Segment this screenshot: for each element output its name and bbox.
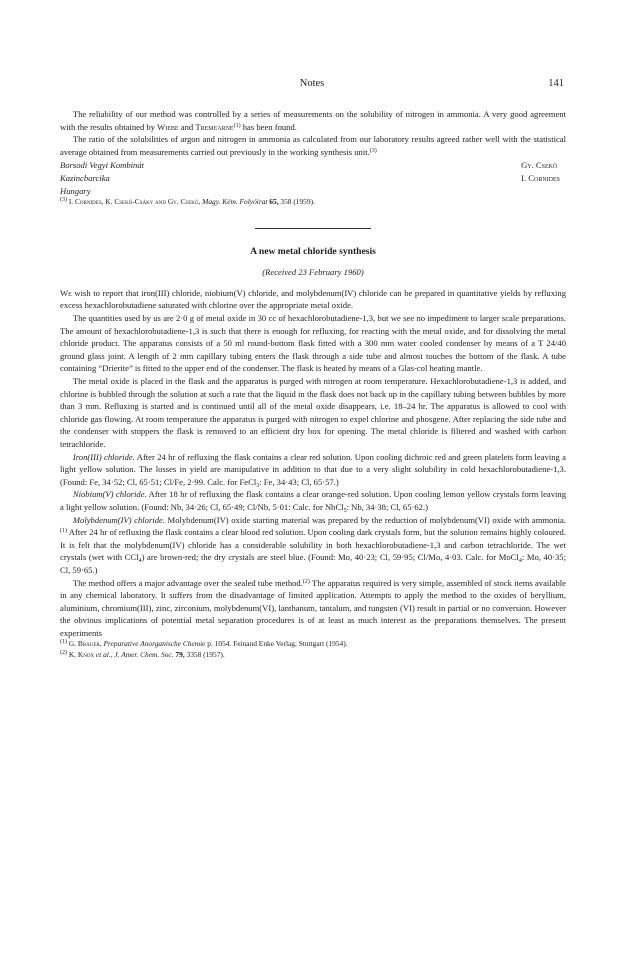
reference-mark: (3) <box>369 147 377 154</box>
footnote: $^{(1)}$ G. Brauer, Preparative Anorganische Chemie p. 1054. Feinand Enke Verlag, Stuttgart (1954). <box>60 639 348 649</box>
paragraph: The method offers a major advantage over the sealed tube method.$^{(2)}$ The apparatus required is very simple, assembled of stock items available in any chemical laboratory. It suffers from the disadvantage of limited application. Attempts to apply the method to the oxides of beryllium, aluminium, chromium(III), zinc, zirconium, molybdenum(VI), lanthanum, tantalum, and tungsten (VI) result in partial or no conversion. However the obvious implications of potential metal separation procedures is of at least as much interest as the preparations themselves. The present experiments <box>60 577 566 638</box>
author-list: Gy. Csekö I. Cornides <box>521 160 560 183</box>
footnotes <box>60 639 566 660</box>
footnote: $^{(3)}$ I. Cornides, K. Csekö-Csáky and Gy. Csekö, Magy. Kém. Folyóirat 65, 358 (1959). <box>60 197 315 207</box>
paragraph: The metal oxide is placed in the flask and the apparatus is purged with nitrogen at room temperature. Hexachlorobutadiene-1,3 is added, and chlorine is bubbled through the solution at such a rate that the liquid in the flask does not back up in the capillary tubing between bubbles by more than 3 mm. Refluxing is started and is continued until all of the metal oxide disappears, i.e. 18–24 hr. The apparatus is allowed to cool with chloride gas flowing. At room temperature the apparatus is purged with nitrogen to expel chlorine and phosgene. After replacing the side tube and the condenser with stoppers the flask is removed to an efficient dry box for opening. The metal chloride is filtered and washed with carbon tetrachloride. <box>60 376 566 449</box>
subsection-heading: Niobium(V) chloride. <box>72 489 147 500</box>
author-block <box>60 159 566 197</box>
footnote: $^{(2)}$ K. Knox et al., J. Amer. Chem. Soc. 79, 3358 (1957). <box>60 649 225 659</box>
section-divider <box>255 228 371 229</box>
affiliation: Borsodi Vegyi Kombinát Kazincbarcika Hungary <box>60 160 145 196</box>
subsection-heading: Iron(III) chloride. <box>72 451 135 462</box>
paragraph: The quantities used by us are 2·0 g of metal oxide in 30 cc of hexachlorobutadiene-1,3, but we see no impediment to larger scale preparations. The amount of hexachlorobutadiene-1,3 is such that there is enough for refluxing, for reacting with the metal oxide, and for dissolving the metal chloride product. The apparatus consists of a 50 ml round-bottom flask fitted with a 300 mm water cooled condenser by means of a T 24/40 ground glass joint. A length of 2 mm capillary tubing enters the flask through a side tube and almost touches the bottom of the flask. A tube containing “Drierite” is fitted to the upper end of the condenser. The flask is heated by means of a Glas-col heating mantle. <box>60 313 566 374</box>
paragraph: Niobium(V) chloride. After 18 hr of refluxing the flask contains a clear orange-red solution. Upon cooling lemon yellow crystals form leaving a light yellow solution. (Found: Nb, 34·26; Cl, 65·49; Cl/Nb, 5·01: Calc. for NbCl$_5$: Nb, 34·38; Cl, 65·62.) <box>60 489 566 514</box>
paragraph: Molybdenum(IV) chloride. Molybdenum(IV) oxide starting material was prepared by the reduction of molybdenum(VI) oxide with ammonia.$^{(1)}$ After 24 hr of refluxing the flask contains a clear blood red solution. Upon cooling dark crystals form, but the solution remains highly coloured. It is felt that the molybdenum(IV) chloride has a considerable solubility in both hexachlorobutadiene-1,3 and carbon tetrachloride. The wet crystals (wet with CCl$_4$) are brown-red; the dry crystals are steel blue. (Found: Mo, 40·23; Cl, 59·95; Cl/Mo, 4·03. Calc. for MoCl$_4$: Mo, 40·35; Cl, 59·65.) <box>60 514 567 575</box>
reference-mark: (1) <box>233 122 241 129</box>
page-body <box>60 108 566 660</box>
author-name: Wiebe <box>157 121 179 132</box>
paragraph: The ratio of the solubilities of argon and nitrogen in ammonia as calculated from our laboratory results agreed rather well with the statistical average obtained from measurements carried out previously in the working synthesis unit.$^{(3)}$ <box>60 134 566 157</box>
running-title: Notes <box>299 78 325 89</box>
page-number: 141 <box>548 78 564 89</box>
paragraph: The reliability of our method was controlled by a series of measurements on the solubility of nitrogen in ammonia. A very good agreement with the results obtained by Wiebe and Tremearne$^{(1)}$ has been found. <box>60 109 566 132</box>
running-header <box>60 78 564 92</box>
paragraph: We wish to report that iron(III) chloride, niobium(V) chloride, and molybdenum(IV) chloride can be prepared in quantitative yields by refluxing excess hexachlorobutadiene saturated with chlorine over the appropriate metal oxide. <box>60 287 566 311</box>
author-name: Tremearne <box>195 121 234 132</box>
subsection-heading: Molybdenum(IV) chloride. <box>72 514 165 525</box>
paragraph: Iron(III) chloride. After 24 hr of refluxing the flask contains a clear red solution. Upon cooling dichroic red and green platelets form leaving a light yellow solution. The losses in yield are manipulative in addition to that due to a very slight solubility in cold hexachlorobutadiene-1,3. (Found: Fe, 34·52; Cl, 65·51; Cl/Fe, 2·99. Calc. for FeCl$_3$: Fe, 34·43; Cl, 65·57.) <box>60 451 566 489</box>
article-title: A new metal chloride synthesis <box>250 245 376 257</box>
received-date: (Received 23 February 1960) <box>262 267 364 278</box>
